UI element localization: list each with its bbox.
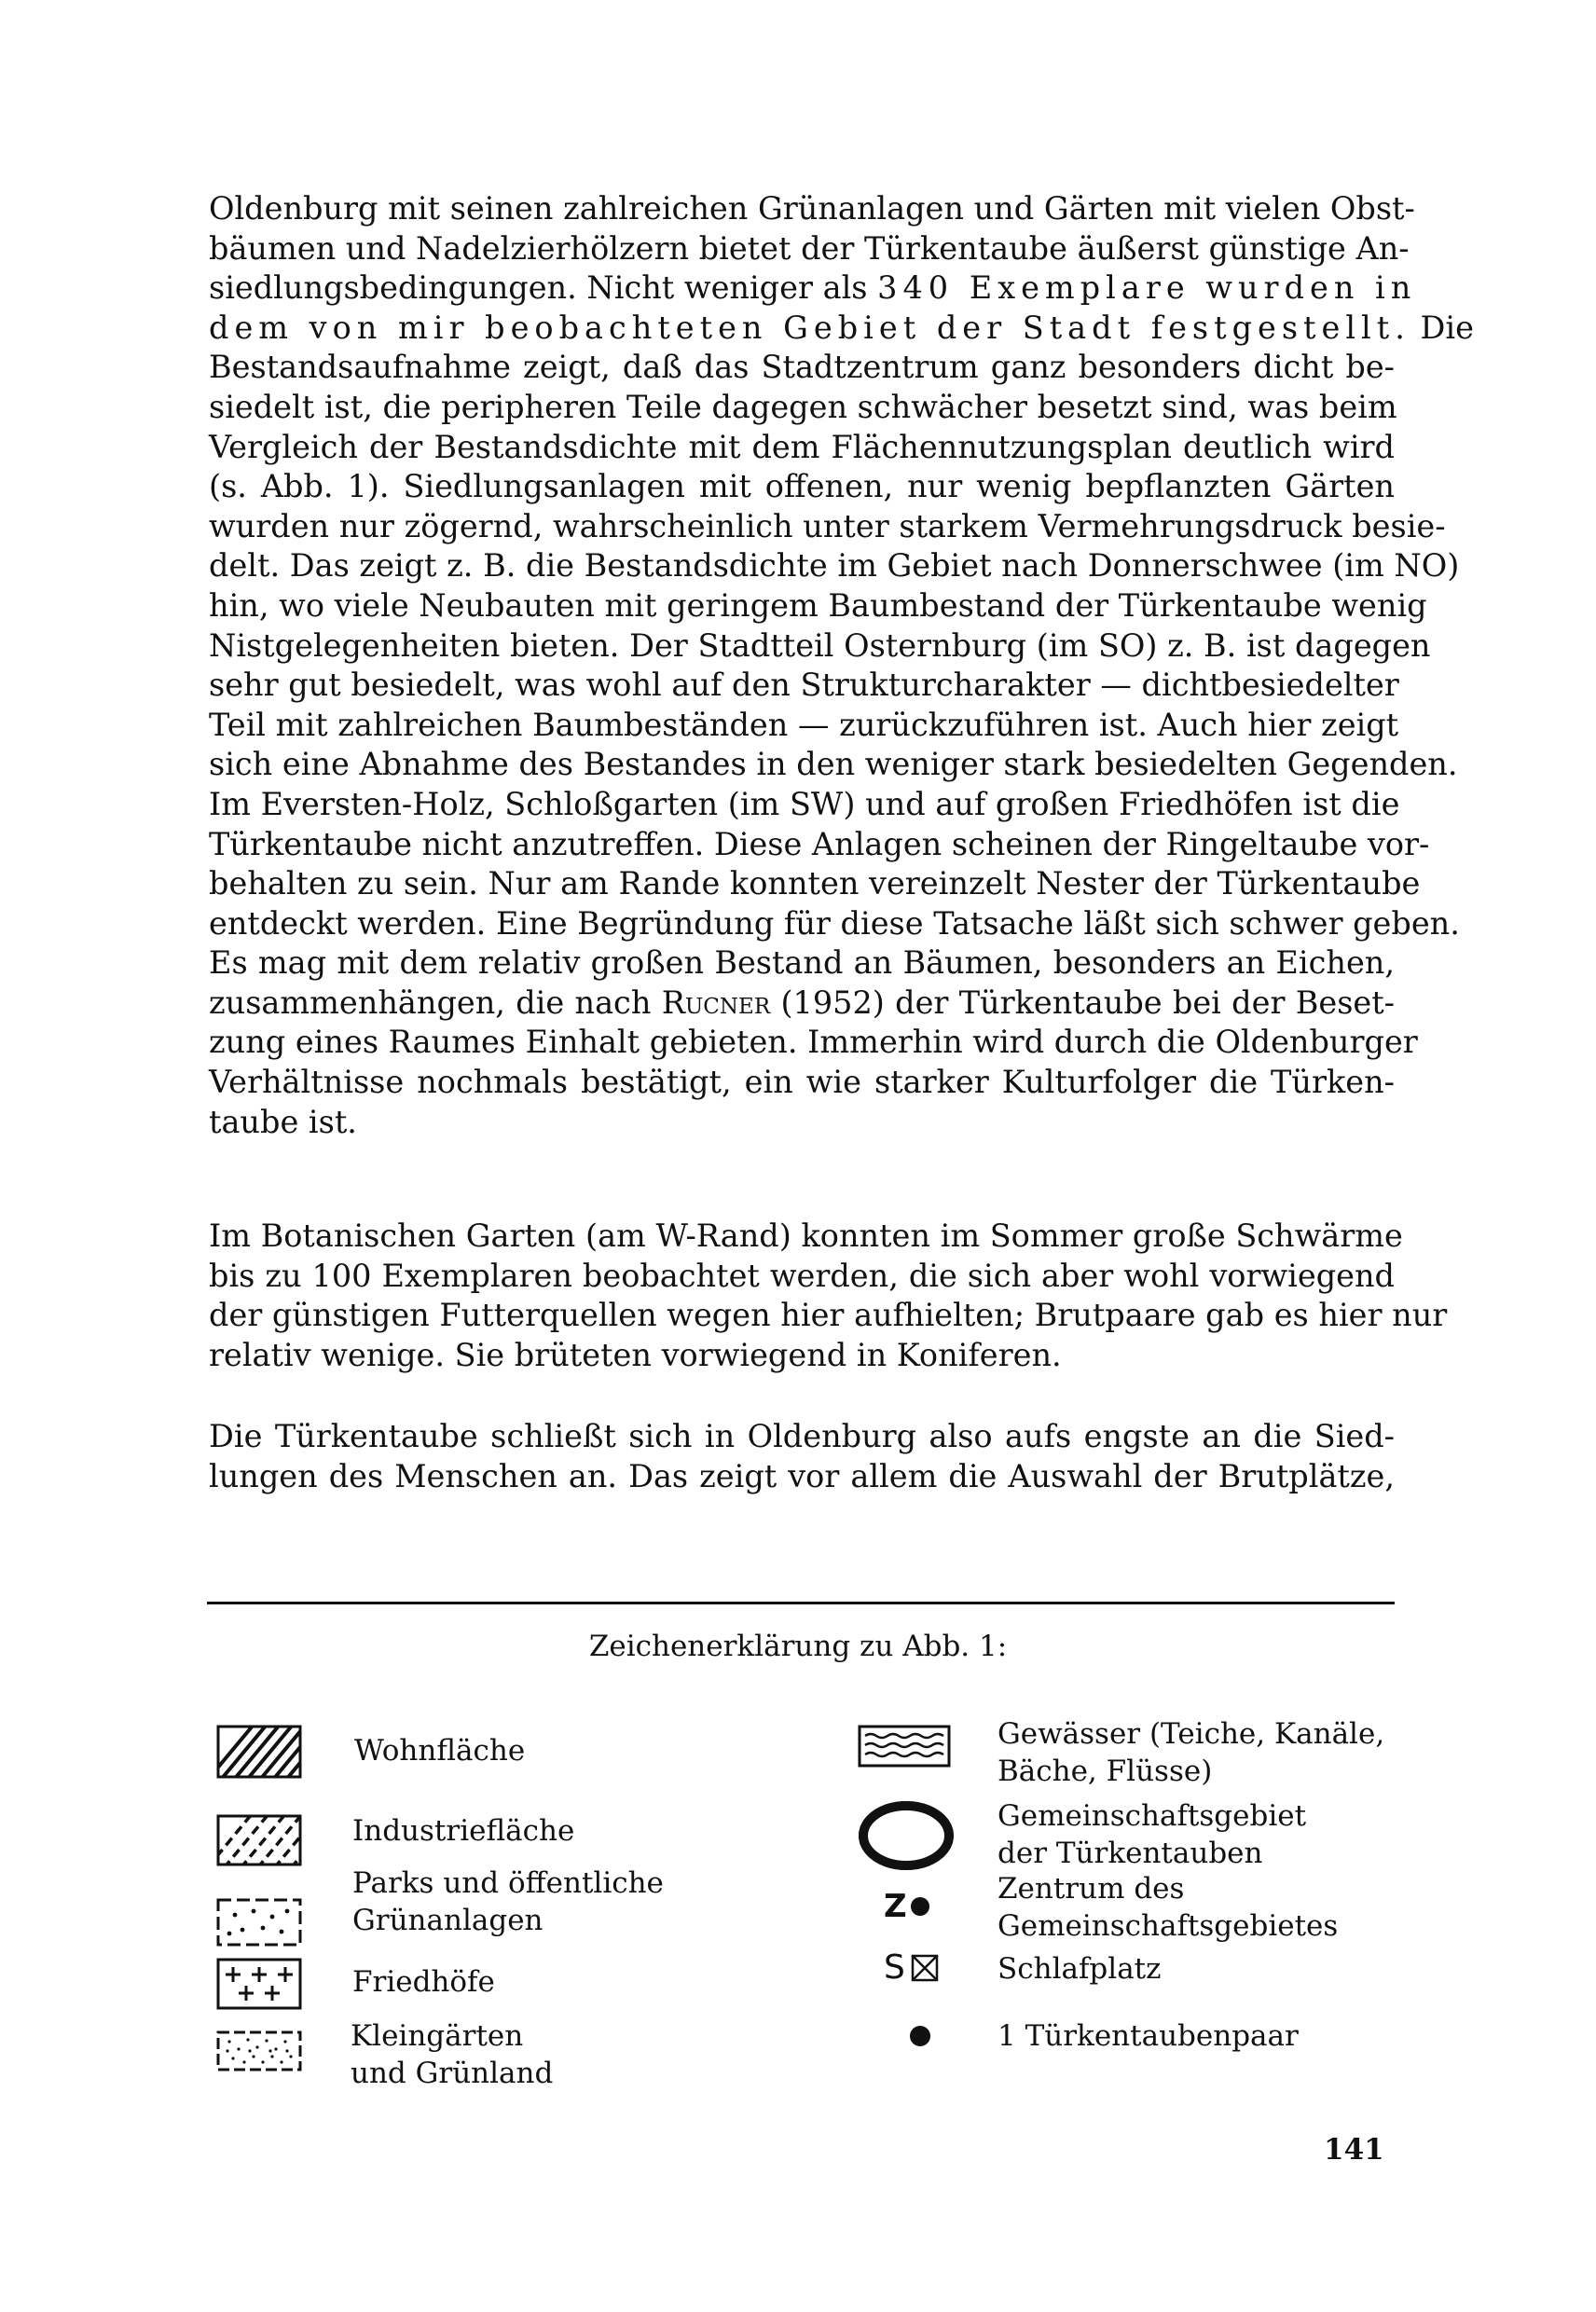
text-line: behalten zu sein. Nur am Rande konnten vereinzelt Nester der Türkentaube bbox=[209, 865, 1421, 902]
z-letter: Z bbox=[884, 1888, 907, 1925]
text-line: Verhältnisse nochmals bestätigt, ein wie starker Kulturfolger die Türken- bbox=[209, 1064, 1395, 1101]
text-line: Oldenburg mit seinen zahlreichen Grünanlagen und Gärten mit vielen Obst- bbox=[209, 190, 1415, 227]
text-line: bis zu 100 Exemplaren beobachtet werden, die sich aber wohl vorwiegend bbox=[209, 1257, 1395, 1294]
text-line: siedelt ist, die peripheren Teile dagegen schwächer besetzt sind, was beim bbox=[209, 388, 1397, 425]
emphasized-text: dem von mir beobachteten Gebiet der Stadt festgestellt. bbox=[209, 309, 1410, 346]
text-line: entdeckt werden. Eine Begründung für diese Tatsache läßt sich schwer geben. bbox=[209, 904, 1460, 942]
legend-label-zentrum: Zentrum des Gemeinschaftsgebietes bbox=[998, 1872, 1339, 1943]
page-number: 141 bbox=[1324, 2133, 1384, 2167]
legend-label-kleingaerten: Kleingärten und Grünland bbox=[351, 2019, 554, 2090]
diagonal-hatch-icon bbox=[216, 1725, 302, 1779]
text-line: sehr gut besiedelt, was wohl auf den Strukturcharakter — dichtbesiedelter bbox=[209, 667, 1399, 704]
legend-title: Zeichenerklärung zu Abb. 1: bbox=[588, 1630, 1008, 1663]
cross-box-icon bbox=[216, 1958, 302, 2010]
text-line: Im Eversten-Holz, Schloßgarten (im SW) und auf großen Friedhöfen ist die bbox=[209, 785, 1400, 822]
text-line: delt. Das zeigt z. B. die Bestandsdichte im Gebiet nach Donnerschwee (im NO) bbox=[209, 547, 1460, 585]
text-line: (s. Abb. 1). Siedlungsanlagen mit offenen, nur wenig bepflanzten Gärten bbox=[209, 468, 1395, 505]
paragraph-oldenburg-intro bbox=[209, 189, 1474, 1142]
text-line: Im Botanischen Garten (am W-Rand) konnten im Sommer große Schwärme bbox=[209, 1218, 1403, 1254]
text-line: Türkentaube nicht anzutreffen. Diese Anlagen scheinen der Ringeltaube vor- bbox=[209, 825, 1430, 862]
text-line: lungen des Menschen an. Das zeigt vor allem die Auswahl der Brutplätze, bbox=[209, 1457, 1395, 1494]
dotted-box-icon bbox=[216, 1898, 302, 1947]
dot-icon bbox=[911, 1897, 929, 1916]
text-line: der günstigen Futterquellen wegen hier aufhielten; Brutpaare gab es hier nur bbox=[209, 1297, 1448, 1334]
legend-label-industrieflaeche: Industriefläche bbox=[352, 1814, 575, 1848]
crossed-box-icon bbox=[911, 1954, 939, 1982]
text-line: hin, wo viele Neubauten mit geringem Baumbestand der Türkentaube wenig bbox=[209, 586, 1427, 624]
text-line: taube ist. bbox=[209, 1103, 357, 1140]
text-segment: Die bbox=[1420, 309, 1474, 346]
text-line: bäumen und Nadelzierhölzern bietet der Türkentaube äußerst günstige An- bbox=[209, 229, 1410, 267]
text-line: Teil mit zahlreichen Baumbeständen — zurückzuführen ist. Auch hier zeigt bbox=[209, 706, 1399, 743]
stipple-box-icon bbox=[216, 2030, 302, 2071]
legend-label-parks: Parks und öffentliche Grünanlagen bbox=[352, 1866, 664, 1937]
legend-label-gemeinschaftsgebiet: Gemeinschaftsgebiet der Türkentauben bbox=[998, 1799, 1307, 1870]
legend-label-wohnflaeche: Wohnfläche bbox=[354, 1734, 526, 1768]
text-line: Bestandsaufnahme zeigt, daß das Stadtzentrum ganz besonders dicht be- bbox=[209, 349, 1395, 386]
legend-label-friedhoefe: Friedhöfe bbox=[352, 1965, 495, 1999]
text-line: relativ wenige. Sie brüteten vorwiegend in Koniferen. bbox=[209, 1336, 1062, 1373]
legend-label-paar: 1 Türkentaubenpaar bbox=[998, 2019, 1299, 2053]
text-line: Die Türkentaube schließt sich in Oldenburg also aufs engste an die Sied- bbox=[209, 1418, 1395, 1454]
dot-icon bbox=[910, 2026, 930, 2046]
ring-icon bbox=[858, 1799, 955, 1872]
s-letter: S bbox=[884, 1948, 905, 1987]
text-line: Es mag mit dem relativ großen Bestand an Bäumen, besonders an Eichen, bbox=[209, 944, 1395, 982]
section-divider bbox=[207, 1602, 1395, 1604]
text-segment: zusammenhängen, die nach bbox=[209, 984, 652, 1021]
author-name: Rucner bbox=[661, 984, 771, 1021]
text-line: Vergleich der Bestandsdichte mit dem Flächennutzungsplan deutlich wird bbox=[209, 428, 1395, 465]
wave-box-icon bbox=[858, 1725, 951, 1768]
legend-label-gewaesser: Gewässer (Teiche, Kanäle, Bäche, Flüsse) bbox=[998, 1717, 1385, 1788]
legend-label-schlafplatz: Schlafplatz bbox=[998, 1952, 1162, 1986]
text-segment: (1952) der Türkentaube bei der Beset- bbox=[780, 984, 1396, 1021]
text-line: zung eines Raumes Einhalt gebieten. Immerhin wird durch die Oldenburger bbox=[209, 1024, 1418, 1061]
paragraph-botanical-garden bbox=[209, 1217, 1448, 1375]
text-line bbox=[209, 268, 1417, 309]
text-line bbox=[209, 984, 1395, 1024]
text-line bbox=[209, 309, 1474, 349]
paragraph-settlement bbox=[209, 1417, 1395, 1496]
emphasized-text: 340 Exemplare wurden in bbox=[877, 269, 1417, 307]
text-line: sich eine Abnahme des Bestandes in den weniger stark besiedelten Gegenden. bbox=[209, 746, 1458, 783]
s-box-icon bbox=[884, 1945, 968, 1991]
z-dot-icon bbox=[884, 1883, 958, 1930]
text-segment: siedlungsbedingungen. Nicht weniger als bbox=[209, 269, 868, 307]
text-line: wurden nur zögernd, wahrscheinlich unter starkem Vermehrungsdruck besie- bbox=[209, 507, 1446, 544]
dashed-hatch-icon bbox=[216, 1814, 302, 1866]
text-line: Nistgelegenheiten bieten. Der Stadtteil Osternburg (im SO) z. B. ist dagegen bbox=[209, 626, 1431, 664]
